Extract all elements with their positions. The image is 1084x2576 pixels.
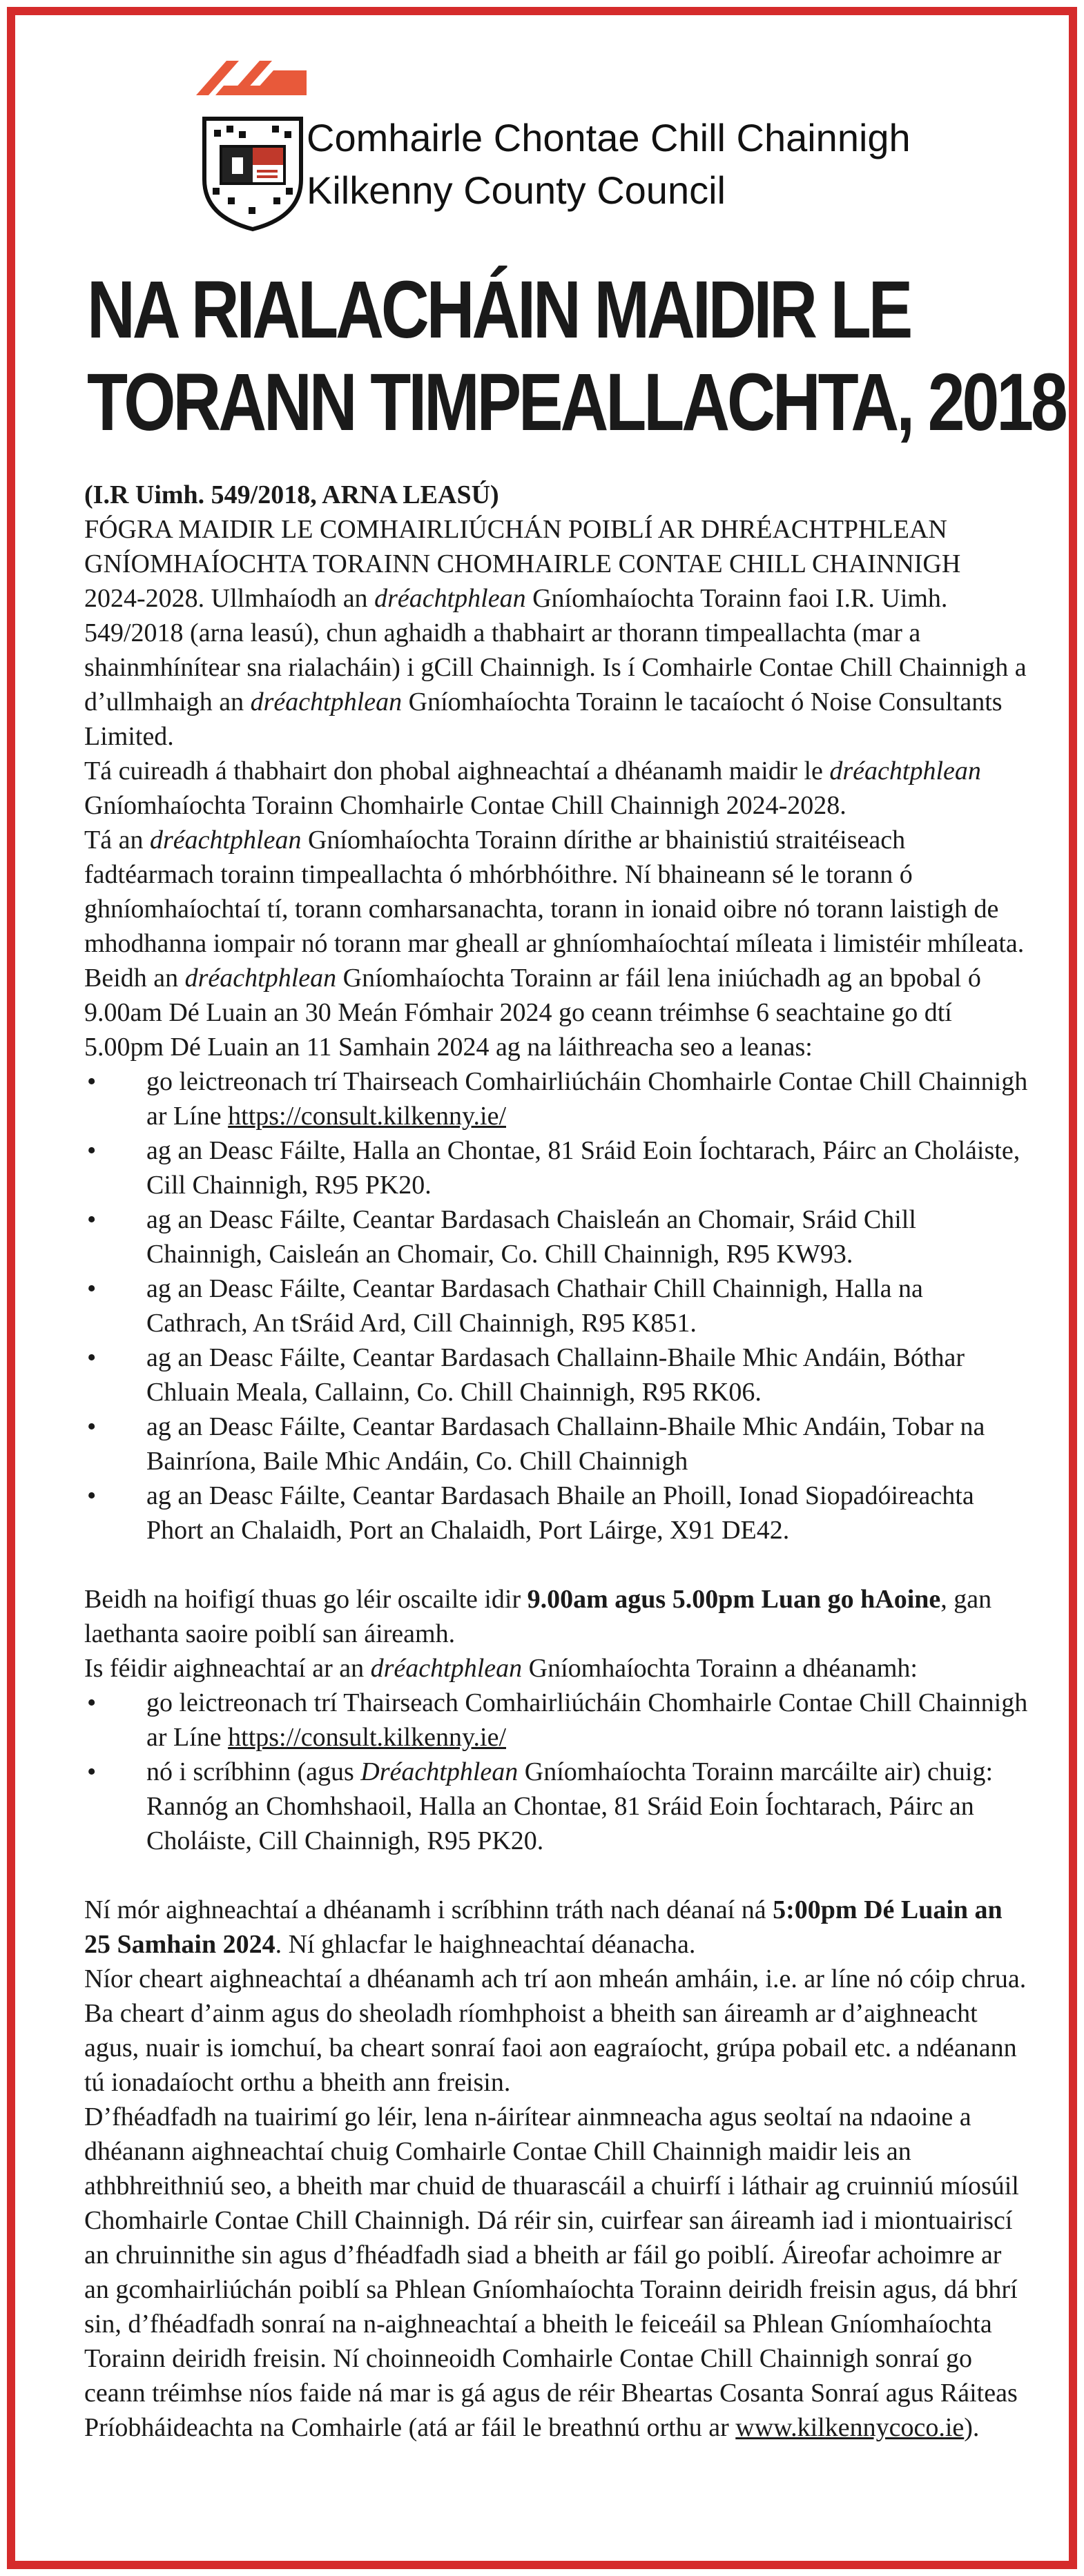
notice-frame — [7, 7, 1077, 2569]
consultation-link[interactable]: https://consult.kilkenny.ie/ — [228, 1723, 506, 1752]
title-line-2: TORANN TIMPEALLACHTA, 2018 — [87, 357, 1065, 448]
title-line-1: NA RIALACHÁIN MAIDIR LE — [87, 264, 911, 355]
consultation-link[interactable]: https://consult.kilkenny.ie/ — [228, 1102, 506, 1131]
list-item: • ag an Deasc Fáilte, Ceantar Bardasach Bhaile an Phoill, Ionad Siopadóireachta Phort an Chalaidh, Port an Chalaidh, Port Láirge, X91 DE42. — [84, 1479, 1030, 1548]
council-logo-icon — [196, 40, 307, 106]
paragraph-contact-details: Ba cheart d’ainm agus do sheoladh ríomhphoist a bheith san áireamh ar d’aighneacht agus, nuair is iomchuí, ba cheart sonraí faoi aon eagraíocht, grúpa pobail etc. a ndéanann tú ionadaíocht orthu a bheith ann freisin. — [84, 1999, 1017, 2097]
list-item: • go leictreonach trí Thairseach Comhairliúcháin Chomhairle Contae Chill Chainnigh ar Líne https://consult.kilkenny.ie/ — [84, 1064, 1030, 1133]
council-website-link[interactable]: www.kilkennycoco.ie — [735, 2413, 965, 2442]
paragraph-intro: 2024-2028. Ullmhaíodh an dréachtphlean Gníomhaíochta Torainn faoi I.R. Uimh. 549/2018 (arna leasú), chun aghaidh a thabhairt ar thorann timpeallachta (mar a shainmhínítear sna rialacháin) i gCill Chainnigh. Is í Comhairle Contae Chill Chainnigh a d’ullmhaigh an dréachtphlean Gníomhaíochta Torainn le tacaíocht ó Noise Consultants Limited. — [84, 584, 1027, 751]
paragraph-inspection: Beidh an dréachtphlean Gníomhaíochta Torainn ar fáil lena iniúchadh ag an bpobal ó 9.00am Dé Luain an 30 Meán Fómhair 2024 go ceann tréimhse 6 seachtaine go dtí 5.00pm Dé Luain an 11 Samhain 2024 ag na láithreacha seo a leanas: — [84, 964, 981, 1062]
legal-reference: (I.R Uimh. 549/2018, ARNA LEASÚ) — [84, 480, 499, 509]
list-item: • ag an Deasc Fáilte, Halla an Chontae, 81 Sráid Eoin Íochtarach, Páirc an Choláiste, Cill Chainnigh, R95 PK20. — [84, 1133, 1030, 1202]
list-item: • go leictreonach trí Thairseach Comhairliúcháin Chomhairle Contae Chill Chainnigh ar Líne https://consult.kilkenny.ie/ — [84, 1686, 1030, 1755]
paragraph-data-protection: D’fhéadfadh na tuairimí go léir, lena n-áirítear ainmneacha agus seoltaí na ndaoine a dhéanann aighneachtaí chuig Comhairle Contae Chill Chainnigh maidir leis an athbhreithniú seo, a bheith mar chuid de thuarascáil a chuirfí i láthair ag cruinniú míosúil Chomhairle Contae Chill Chainnigh. Dá réir sin, cuirfear san áireamh iad i miontuairiscí an chruinnithe sin agus d’fhéadfadh siad a bheith ar fáil go poiblí. Áireofar achoimre ar an gcomhairliúchán poiblí sa Phlean Gníomhaíochta Torainn deiridh freisin agus, dá bhrí sin, d’fhéadfadh sonraí na n-aighneachtaí a bheith le feiceáil sa Phlean Gníomhaíochta Torainn deiridh freisin. Ní choinneoidh Comhairle Contae Chill Chainnigh sonraí go ceann tréimhse níos faide ná mar is gá agus de réir Bheartas Cosanta Sonraí agus Ráiteas Príobháideachta na Comhairle (atá ar fáil le breathnú orthu ar www.kilkennycoco.ie). — [84, 2102, 1019, 2442]
council-name-irish: Comhairle Chontae Chill Chainnigh — [307, 116, 911, 159]
paragraph-single-medium: Níor cheart aighneachtaí a dhéanamh ach trí aon mheán amháin, i.e. ar líne nó cóip chrua. — [84, 1964, 1027, 1993]
list-item: • nó i scríbhinn (agus Dréachtphlean Gníomhaíochta Torainn marcáilte air) chuig: Rannóg an Chomhshaoil, Halla an Chontae, 81 Sráid Eoin Íochtarach, Páirc an Choláiste, Cill Chainnigh, R95 PK20. — [84, 1755, 1030, 1858]
council-name — [307, 112, 911, 217]
notice-heading-line-2: GNÍOMHAÍOCHTA TORAINN CHOMHAIRLE CONTAE CHILL CHAINNIGH — [84, 549, 961, 578]
inspection-locations — [84, 1064, 1030, 1548]
list-item: • ag an Deasc Fáilte, Ceantar Bardasach Chaisleán an Chomair, Sráid Chill Chainnigh, Caisleán an Chomair, Co. Chill Chainnigh, R95 KW93. — [84, 1202, 1030, 1271]
council-name-english: Kilkenny County Council — [307, 168, 726, 212]
paragraph-scope: Tá an dréachtphlean Gníomhaíochta Torainn dírithe ar bhainistiú straitéiseach fadtéarmach torainn timpeallachta ó mhórbhóithre. Ní bhaineann sé le torann ó ghníomhaíochtaí tí, torann comharsanachta, torann in ionaid oibre nó torann laistigh de mhodhanna iompair nó torann mar gheall ar ghníomhaíochtaí míleata i limistéir mhíleata. — [84, 826, 1025, 958]
notice-heading-line-1: FÓGRA MAIDIR LE COMHAIRLIÚCHÁN POIBLÍ AR DHRÉACHTPHLEAN — [84, 515, 947, 544]
list-item: • ag an Deasc Fáilte, Ceantar Bardasach Challainn-Bhaile Mhic Andáin, Bóthar Chluain Meala, Callainn, Co. Chill Chainnigh, R95 RK06. — [84, 1340, 1030, 1409]
notice-body — [84, 478, 1030, 2445]
paragraph-submissions: Is féidir aighneachtaí ar an dréachtphlean Gníomhaíochta Torainn a dhéanamh: — [84, 1654, 918, 1683]
submission-methods — [84, 1686, 1030, 1858]
council-crest-icon — [200, 116, 305, 232]
list-item: • ag an Deasc Fáilte, Ceantar Bardasach Chathair Chill Chainnigh, Halla na Cathrach, An tSráid Ard, Cill Chainnigh, R95 K851. — [84, 1271, 1030, 1340]
paragraph-invitation: Tá cuireadh á thabhairt don phobal aighneachtaí a dhéanamh maidir le dréachtphlean Gníomhaíochta Torainn Chomhairle Contae Chill Chainnigh 2024-2028. — [84, 757, 981, 820]
page-title — [87, 264, 1065, 449]
paragraph-opening-hours: Beidh na hoifigí thuas go léir oscailte idir 9.00am agus 5.00pm Luan go hAoine, gan laethanta saoire poiblí san áireamh. — [84, 1585, 992, 1648]
paragraph-deadline: Ní mór aighneachtaí a dhéanamh i scríbhinn tráth nach déanaí ná 5:00pm Dé Luain an 25 Samhain 2024. Ní ghlacfar le haighneachtaí déanacha. — [84, 1895, 1003, 1959]
list-item: • ag an Deasc Fáilte, Ceantar Bardasach Challainn-Bhaile Mhic Andáin, Tobar na Bainríona, Baile Mhic Andáin, Co. Chill Chainnigh — [84, 1409, 1030, 1479]
